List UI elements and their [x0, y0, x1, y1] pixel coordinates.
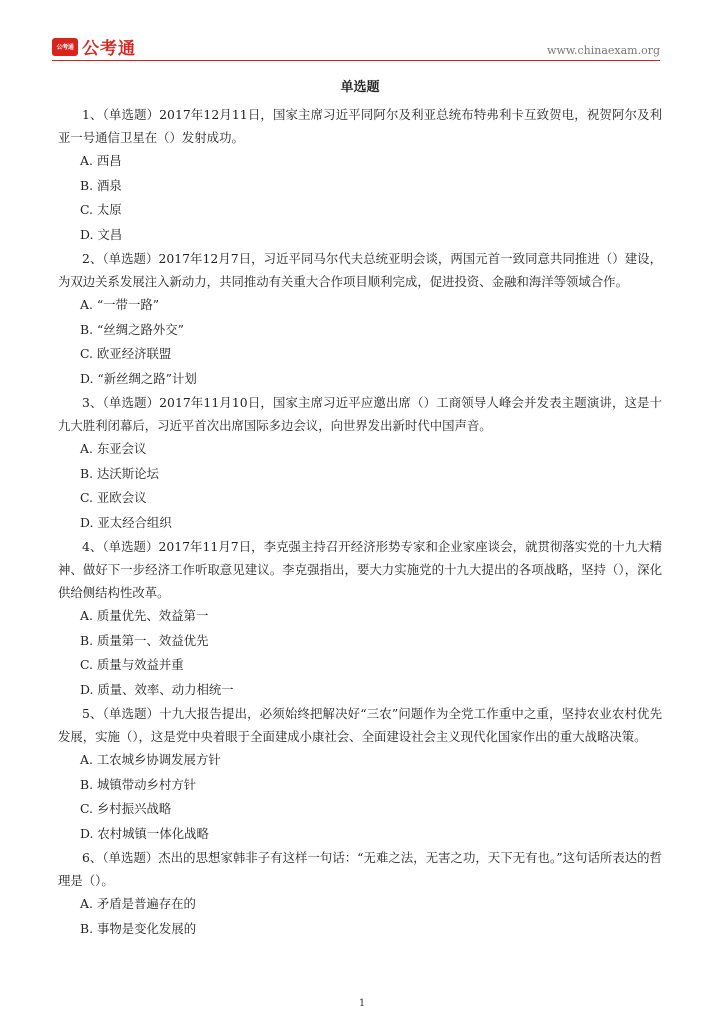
page-number: 1: [358, 998, 366, 1009]
option: A. 质量优先、效益第一: [80, 608, 209, 623]
section-title: 单选题: [340, 80, 380, 95]
option: A. 西昌: [80, 153, 122, 168]
site-url: www.chinaexam.org: [547, 44, 660, 57]
question-1: [58, 103, 662, 247]
option: D. 质量、效率、动力相统一: [80, 681, 234, 697]
question-text: 3、（单选题）2017年11月10日，国家主席习近平应邀出席（）工商领导人峰会并发表主题演讲，这是十九大胜利闭幕后，习近平首次出席国际多边会议，向世界发出新时代中国声音。: [58, 395, 662, 433]
option: D. 文昌: [80, 226, 123, 242]
question-4: [58, 535, 662, 702]
header-divider: [52, 60, 660, 61]
question-text: 5、（单选题）十九大报告提出，必须始终把解决好“三农”问题作为全党工作重中之重，坚持农业农村优先发展，实施（），这是党中央着眼于全面建成小康社会、全面建设社会主义现代化国家作出的重大战略决策。: [58, 706, 662, 744]
question-text: 6、（单选题）杰出的思想家韩非子有这样一句话：“无难之法，无害之功，天下无有也。”这句话所表达的哲理是（）。: [58, 850, 662, 888]
option: B. 城镇带动乡村方针: [80, 776, 197, 792]
option: A. 东亚会议: [80, 441, 147, 456]
question-3: [58, 391, 662, 535]
option: A. 工农城乡协调发展方针: [80, 752, 221, 767]
question-6: [58, 846, 662, 941]
logo-text: 公考通: [82, 39, 136, 59]
option: C. 质量与效益并重: [80, 657, 184, 672]
option: D. “新丝绸之路”计划: [80, 370, 197, 386]
logo: [52, 34, 136, 59]
option: B. “丝绸之路外交”: [80, 321, 184, 337]
option: B. 达沃斯论坛: [80, 465, 159, 481]
question-text: 2、（单选题）2017年12月7日，习近平同马尔代夫总统亚明会谈，两国元首一致同意共同推进（）建设，为双边关系发展注入新动力，共同推动有关重大合作项目顺利完成，促进投资、金融和海洋等领域合作。: [58, 251, 662, 289]
option: A. 矛盾是普遍存在的: [80, 896, 196, 911]
option: B. 事物是变化发展的: [80, 920, 197, 936]
option: C. 乡村振兴战略: [80, 801, 172, 816]
option: C. 亚欧会议: [80, 490, 147, 505]
option: B. 质量第一、效益优先: [80, 632, 209, 648]
document-body: [58, 76, 662, 941]
page-header: [0, 0, 724, 66]
option: C. 太原: [80, 202, 122, 217]
question-text: 4、（单选题）2017年11月7日，李克强主持召开经济形势专家和企业家座谈会，就贯彻落实党的十九大精神、做好下一步经济工作听取意见建议。李克强指出，要大力实施党的十九大提出的各项战略，坚持（），深化供给侧结构性改革。: [58, 539, 662, 600]
option: A. “一带一路”: [80, 297, 160, 312]
question-2: [58, 247, 662, 391]
option: D. 农村城镇一体化战略: [80, 825, 209, 841]
option: B. 酒泉: [80, 177, 122, 193]
question-text: 1、（单选题）2017年12月11日，国家主席习近平同阿尔及利亚总统布特弗利卡互致贺电，祝贺阿尔及利亚一号通信卫星在（）发射成功。: [58, 107, 662, 145]
option: C. 欧亚经济联盟: [80, 346, 172, 361]
logo-badge-icon: 公考通: [52, 38, 78, 56]
option: D. 亚太经合组织: [80, 514, 172, 530]
question-5: [58, 702, 662, 846]
